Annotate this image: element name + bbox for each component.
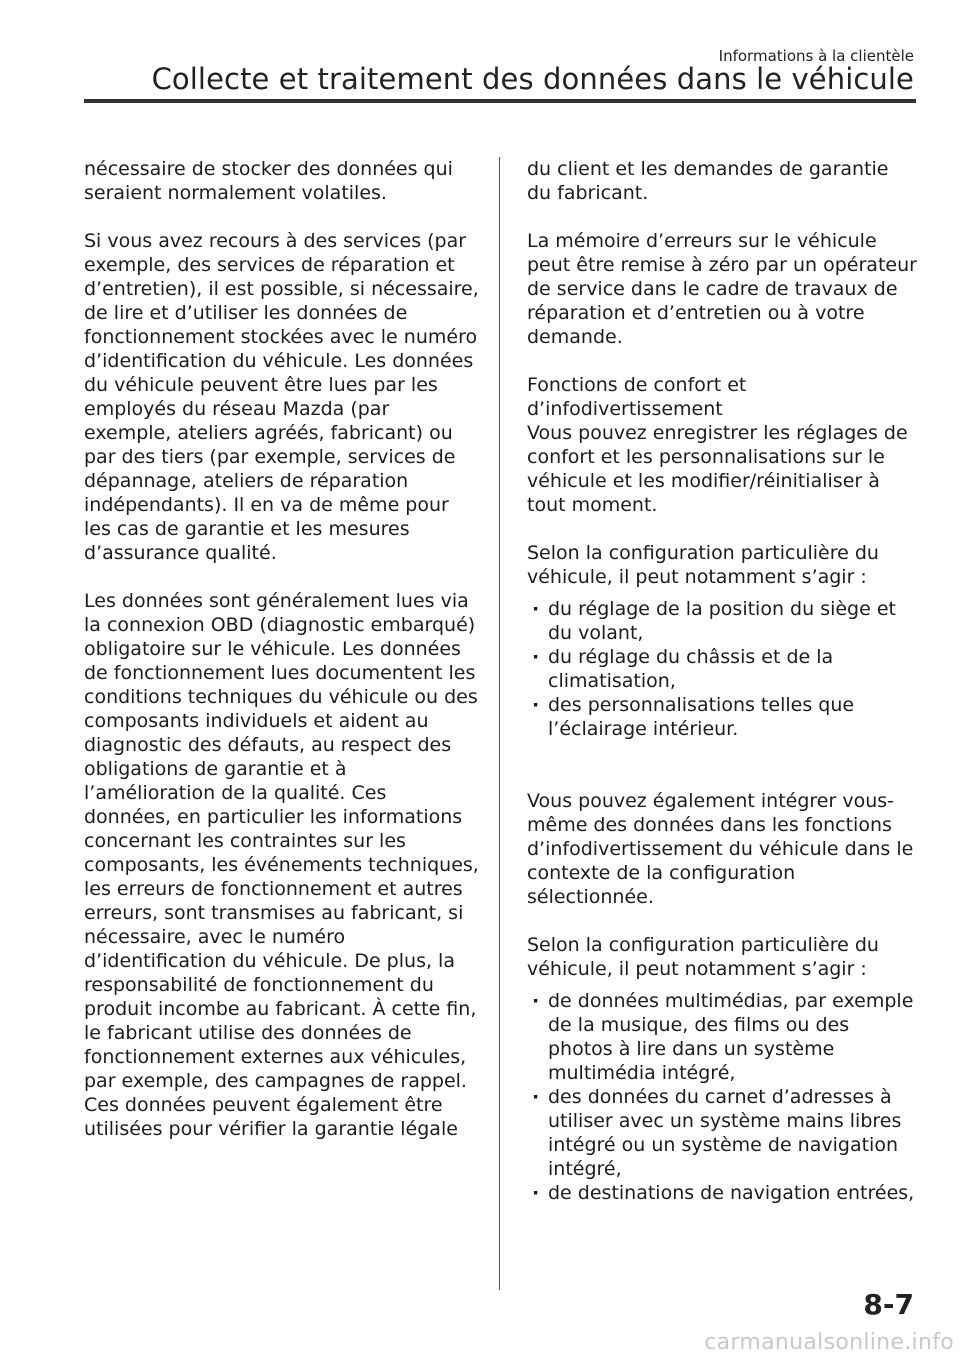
bullet-list-comfort — [527, 597, 917, 741]
list-item: · des données du carnet d’adresses à utiliser avec un système mains libres intégré ou un système de navigation intégré, — [527, 1085, 917, 1181]
paragraph: Selon la configuration particulière du véhicule, il peut notamment s’agir : — [527, 542, 879, 588]
paragraph: Vous pouvez enregistrer les réglages de confort et les personnalisations sur le véhicule et les modifier/réinitialiser à tout moment. — [527, 422, 908, 516]
right-column — [527, 157, 917, 1205]
list-item: · du réglage du châssis et de la climatisation, — [527, 645, 917, 693]
paragraph: Selon la configuration particulière du véhicule, il peut notamment s’agir : — [527, 934, 879, 980]
watermark: carmanualsonline.info — [704, 1330, 954, 1355]
paragraph: nécessaire de stocker des données qui seraient normalement volatiles. — [84, 158, 453, 204]
subheading: Fonctions de confort et d’infodivertissement — [527, 374, 747, 420]
page-title: Collecte et traitement des données dans le véhicule — [151, 62, 914, 96]
list-item: · du réglage de la position du siège et du volant, — [527, 597, 917, 645]
list-item: · de données multimédias, par exemple de la musique, des films ou des photos à lire dans un système multimédia intégré, — [527, 989, 917, 1085]
list-item: · de destinations de navigation entrées, — [527, 1181, 917, 1205]
column-divider — [499, 157, 500, 1290]
header-rule — [84, 99, 916, 103]
list-item: · des personnalisations telles que l’éclairage intérieur. — [527, 693, 917, 741]
bullet-list-infotainment — [527, 989, 917, 1205]
left-column — [84, 157, 479, 1141]
paragraph: Vous pouvez également intégrer vous-même des données dans les fonctions d’infodivertissement du véhicule dans le contexte de la configuration sélectionnée. — [527, 790, 914, 908]
paragraph: du client et les demandes de garantie du fabricant. — [527, 158, 889, 204]
section-label: Informations à la clientèle — [718, 47, 914, 65]
paragraph: La mémoire d’erreurs sur le véhicule peut être remise à zéro par un opérateur de service dans le cadre de travaux de réparation et d’entretien ou à votre demande. — [527, 230, 917, 348]
paragraph: Les données sont généralement lues via la connexion OBD (diagnostic embarqué) obligatoire sur le véhicule. Les données de fonctionnement lues documentent les conditions techniques du véhicule ou des composants individuels et aident au diagnostic des défauts, au respect des obligations de garantie et à l’amélioration de la qualité. Ces données, en particulier les informations concernant les contraintes sur les composants, les événements techniques, les erreurs de fonctionnement et autres erreurs, sont transmises au fabricant, si nécessaire, avec le numéro d’identification du véhicule. De plus, la responsabilité de fonctionnement du produit incombe au fabricant. À cette fin, le fabricant utilise des données de fonctionnement externes aux véhicules, par exemple, des campagnes de rappel. Ces données peuvent également être utilisées pour vérifier la garantie légale — [84, 590, 479, 1140]
paragraph: Si vous avez recours à des services (par exemple, des services de réparation et d’entretien), il est possible, si nécessaire, de lire et d’utiliser les données de fonctionnement stockées avec le numéro d’identification du véhicule. Les données du véhicule peuvent être lues par les employés du réseau Mazda (par exemple, ateliers agréés, fabricant) ou par des tiers (par exemple, services de dépannage, ateliers de réparation indépendants). Il en va de même pour les cas de garantie et les mesures d’assurance qualité. — [84, 230, 479, 564]
page-number: 8-7 — [863, 1288, 914, 1321]
